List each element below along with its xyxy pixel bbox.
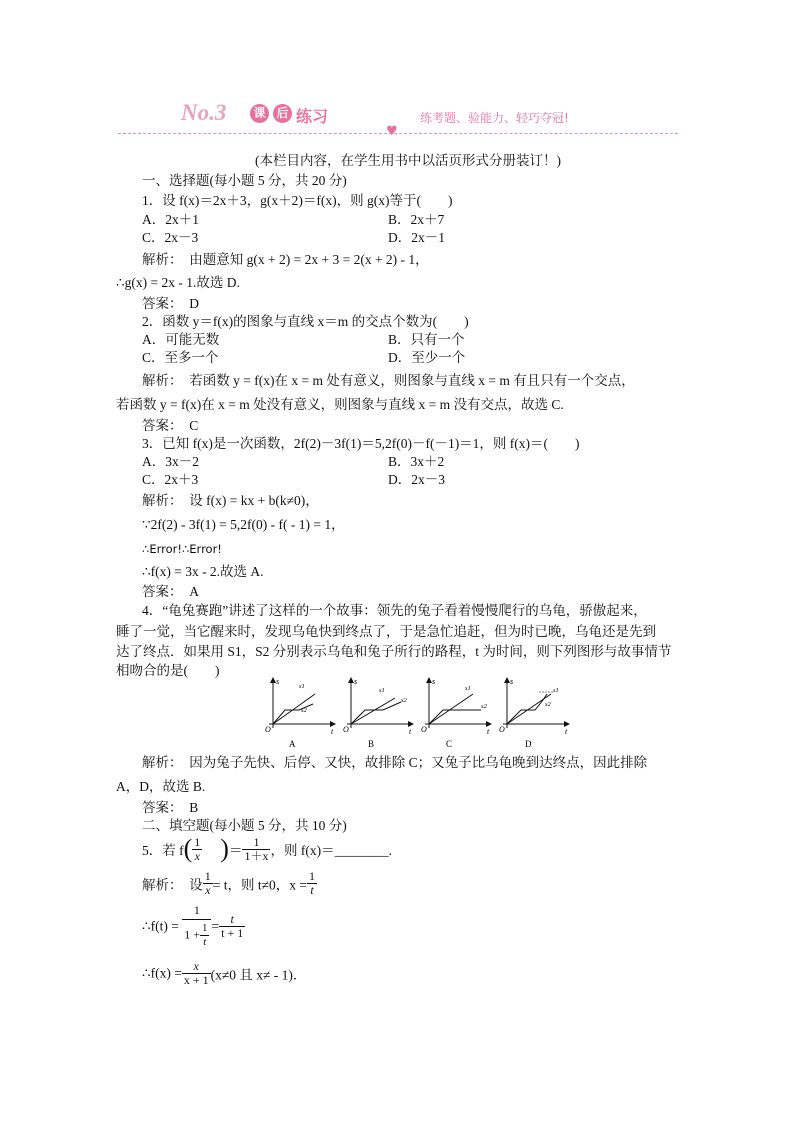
graph-b-caption: B <box>368 739 375 749</box>
graph-a-s2 <box>273 704 313 724</box>
q2-option-d: D．至少一个 <box>388 350 466 365</box>
graph-a-s2-label: s2 <box>301 707 307 714</box>
graph-c-s-label: s <box>432 677 436 686</box>
graph-b-s1 <box>351 698 395 724</box>
graph-d-s2-label: s2 <box>545 701 551 708</box>
q4-solution-1: 解析： 因为兔子先快、后停、又快，故排除 C；又兔子比乌龟晚到达终点，因此排除 <box>142 755 648 770</box>
banner-char-2: 后 <box>273 104 292 123</box>
graph-d-s1-label: s1 <box>553 687 559 694</box>
q3-answer: 答案： A <box>142 584 199 599</box>
graph-d-s-label: s <box>510 677 514 686</box>
graph-c <box>421 677 491 749</box>
graph-a <box>265 677 335 749</box>
q3-option-a: A．3x－2 <box>142 454 199 469</box>
q3-option-b: B．3x＋2 <box>388 454 445 469</box>
q4-line-4: 相吻合的是( ) <box>116 663 220 678</box>
banner-divider <box>118 133 678 134</box>
q2-option-b: B．只有一个 <box>388 332 465 347</box>
graph-b <box>343 677 413 749</box>
q4-line-3: 达了终点．如果用 S1，S2 分别表示乌龟和兔子所行的路程，t 为时间，则下列图形与故事情节 <box>116 644 672 659</box>
graph-d-caption: D <box>525 739 532 749</box>
graph-c-s1-label: s1 <box>465 685 471 692</box>
q1-option-d: D．2x－1 <box>388 230 445 245</box>
graph-a-t-label: t <box>331 727 334 736</box>
q4-solution-2: A，D，故选 B. <box>116 779 206 794</box>
q2-option-a: A．可能无数 <box>142 332 220 347</box>
section-2-title: 二、填空题(每小题 5 分，共 10 分) <box>142 818 347 833</box>
q4-line-2: 睡了一觉，当它醒来时，发现乌龟快到终点了，于是急忙追赶，但为时已晚，乌龟还是先到 <box>116 624 656 639</box>
graph-c-s2-label: s2 <box>481 703 487 710</box>
binding-note: (本栏目内容，在学生用书中以活页形式分册装订！) <box>255 153 561 168</box>
section-1-title: 一、选择题(每小题 5 分，共 20 分) <box>142 173 347 188</box>
graph-b-s-label: s <box>354 677 358 686</box>
graph-a-o-label: O <box>265 725 271 734</box>
q1-answer: 答案： D <box>142 296 199 311</box>
q3-solution-3: ∴Error!∴Error! <box>142 542 222 556</box>
graph-a-s1-label: s1 <box>299 683 305 690</box>
graph-c-t-label: t <box>487 727 490 736</box>
q4-line-1: 4．“龟兔赛跑”讲述了这样的一个故事：领先的兔子看着慢慢爬行的乌龟，骄傲起来， <box>142 603 647 618</box>
graph-c-s1 <box>429 694 473 724</box>
q2-solution-1: 解析： 若函数 y = f(x)在 x = m 处有意义，则图象与直线 x = m 有且只有一个交点， <box>142 373 635 388</box>
banner-slogan: 练考题、验能力、轻巧夺冠! <box>420 111 569 125</box>
graph-b-s2 <box>351 702 401 724</box>
q5-fraction-1-over-1px: $\frac{1}{1+x}$ <box>244 834 269 863</box>
q1-solution-1: 解析： 由题意知 g(x + 2) = 2x + 3 = 2(x + 2) - 1， <box>142 252 429 267</box>
graph-b-o-label: O <box>343 725 349 734</box>
graph-d <box>499 677 569 749</box>
q5-solution-3: ∴f(x) = $\frac{x}{x + 1}$ (x≠0 且 x≠ - 1)． <box>142 959 307 987</box>
graph-c-o-label: O <box>421 725 427 734</box>
graph-d-t-label: t <box>565 727 568 736</box>
graph-b-s2-label: s2 <box>401 697 407 704</box>
q1-solution-2: ∴g(x) = 2x - 1.故选 D. <box>116 275 240 290</box>
q5-stem: 5．若 f( $\frac{1}{x}$ )＝ $\frac{1}{1+x}$ ，则 f(x)＝________. <box>142 834 392 863</box>
graph-d-o-label: O <box>499 725 505 734</box>
banner-chars <box>250 104 292 123</box>
graph-c-caption: C <box>446 739 453 749</box>
q3-option-c: C．2x＋3 <box>142 472 199 487</box>
banner-title: 练习 <box>296 107 329 126</box>
lesson-number: No.3 <box>181 100 227 125</box>
q2-stem: 2．函数 y＝f(x)的图象与直线 x＝m 的交点个数为( ) <box>142 314 469 329</box>
q3-solution-4: ∴f(x) = 3x - 2.故选 A. <box>142 564 264 579</box>
graph-a-s-label: s <box>276 677 280 686</box>
q5-fraction-1-over-x: $\frac{1}{x}$ <box>194 834 201 863</box>
q2-answer: 答案： C <box>142 418 199 433</box>
q2-solution-2: 若函数 y = f(x)在 x = m 处没有意义，则图象与直线 x = m 没有交点，故选 C. <box>116 397 564 412</box>
graph-a-caption: A <box>289 739 296 749</box>
q3-solution-1: 解析： 设 f(x) = kx + b(k≠0)， <box>142 493 319 508</box>
banner-char-1: 课 <box>250 104 269 123</box>
q1-option-b: B．2x＋7 <box>388 212 445 227</box>
q1-option-a: A．2x＋1 <box>142 212 199 227</box>
graph-b-s1-label: s1 <box>379 687 385 694</box>
q3-stem: 3．已知 f(x)是一次函数，2f(2)－3f(1)＝5,2f(0)－f(－1)＝1，则 f(x)＝( ) <box>142 436 580 451</box>
q1-stem: 1．设 f(x)＝2x＋3，g(x＋2)＝f(x)，则 g(x)等于( ) <box>142 193 453 208</box>
graph-a-s1 <box>273 694 315 724</box>
q1-option-c: C．2x－3 <box>142 230 199 245</box>
q3-option-d: D．2x－3 <box>388 472 445 487</box>
q4-answer: 答案： B <box>142 800 199 815</box>
graph-b-t-label: t <box>409 727 412 736</box>
q5-solution-1: 解析： 设 $\frac{1}{x}$ = t，则 t≠0，x = $\frac{1}{t}$ <box>142 869 316 897</box>
q3-solution-2: ∵2f(2) - 3f(1) = 5,2f(0) - f( - 1) = 1， <box>142 517 345 532</box>
heart-icon: ♥ <box>386 124 398 139</box>
q4-graphs <box>255 672 575 752</box>
q5-solution-2: ∴f(t) = 1 1 + $\frac{1}{t}$ = $\frac{t}{t + 1}$ <box>142 903 244 948</box>
graph-c-s2 <box>429 710 481 724</box>
q2-option-c: C．至多一个 <box>142 350 219 365</box>
